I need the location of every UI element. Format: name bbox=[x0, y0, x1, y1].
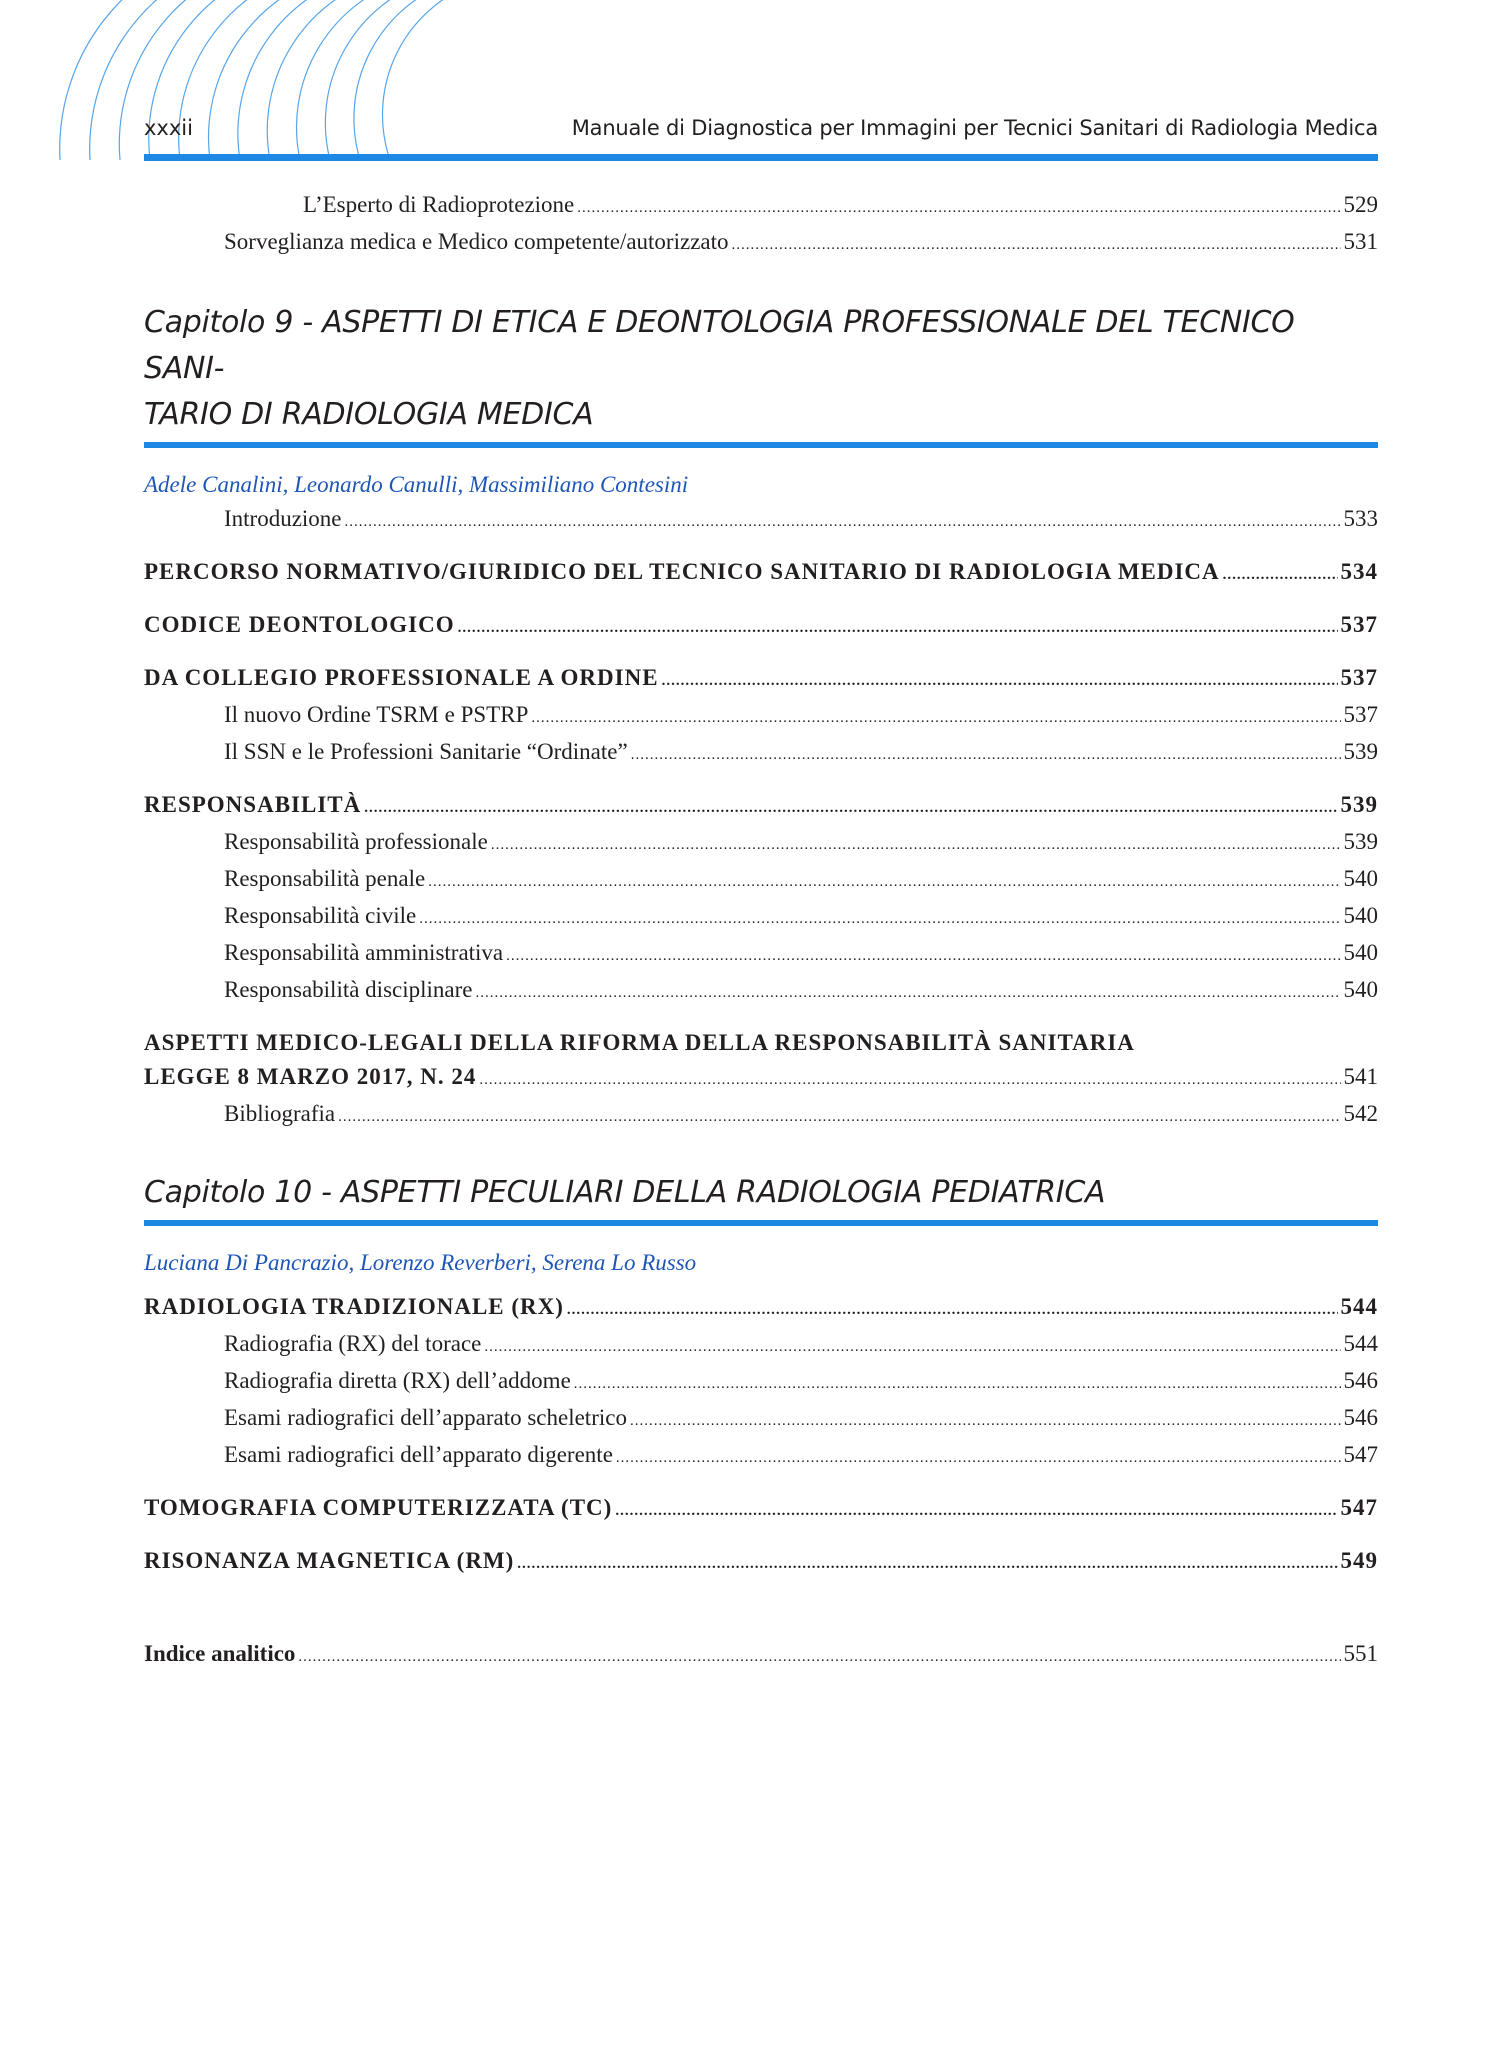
toc-section-codice[interactable] bbox=[144, 608, 1378, 645]
toc-entry[interactable] bbox=[144, 1327, 1378, 1364]
dot-leader bbox=[479, 1063, 1340, 1097]
toc-entry-label: Responsabilità penale bbox=[224, 866, 426, 891]
toc-entry-page: 540 bbox=[1343, 903, 1378, 928]
page-number: xxxii bbox=[144, 116, 193, 140]
toc-entry-page: 533 bbox=[1343, 506, 1378, 531]
toc-section-tc[interactable] bbox=[144, 1491, 1378, 1528]
toc-entry-label: Introduzione bbox=[224, 506, 342, 531]
running-header bbox=[144, 112, 1378, 152]
toc-entry-label: Esami radiografici dell’apparato digerente bbox=[224, 1442, 613, 1467]
dot-leader bbox=[577, 191, 1340, 225]
toc-entry[interactable] bbox=[144, 225, 1378, 262]
toc-entry-label: Sorveglianza medica e Medico competente/autorizzato bbox=[224, 229, 729, 254]
chapter-9-authors: Adele Canalini, Leonardo Canulli, Massimiliano Contesini bbox=[144, 472, 689, 497]
toc-entry-page: 539 bbox=[1343, 829, 1378, 854]
dot-leader bbox=[630, 1404, 1341, 1438]
toc-entry-label: PERCORSO NORMATIVO/GIURIDICO DEL TECNICO SANITARIO DI RADIOLOGIA MEDICA bbox=[144, 559, 1220, 584]
toc-entry-label: L’Esperto di Radioprotezione bbox=[303, 192, 575, 217]
toc-entry[interactable] bbox=[144, 1364, 1378, 1401]
dot-leader bbox=[458, 611, 1338, 645]
dot-leader bbox=[506, 939, 1340, 973]
toc-entry-label: Radiografia diretta (RX) dell’addome bbox=[224, 1368, 571, 1393]
toc-section-collegio[interactable] bbox=[144, 661, 1378, 698]
toc-entry[interactable] bbox=[144, 936, 1378, 973]
toc-entry-label: CODICE DEONTOLOGICO bbox=[144, 612, 455, 637]
toc-entry-page: 539 bbox=[1340, 792, 1378, 817]
toc-entry[interactable] bbox=[144, 735, 1378, 772]
header-rule bbox=[144, 154, 1378, 161]
toc-entry-page: 544 bbox=[1343, 1331, 1378, 1356]
toc-entry-label: RISONANZA MAGNETICA (RM) bbox=[144, 1548, 515, 1573]
toc-entry-label: RADIOLOGIA TRADIZIONALE (RX) bbox=[144, 1294, 564, 1319]
toc-entry[interactable] bbox=[144, 188, 1378, 225]
dot-leader bbox=[475, 976, 1340, 1010]
dot-leader bbox=[484, 1330, 1340, 1364]
toc-section-percorso[interactable] bbox=[144, 555, 1378, 592]
toc-entry-label: DA COLLEGIO PROFESSIONALE A ORDINE bbox=[144, 665, 659, 690]
toc-entry-page: 537 bbox=[1340, 665, 1378, 690]
toc-entry-page: 541 bbox=[1343, 1064, 1378, 1089]
chapter-9-title-line2: TARIO DI RADIOLOGIA MEDICA bbox=[144, 397, 594, 432]
toc-entry[interactable] bbox=[144, 899, 1378, 936]
toc-entry[interactable] bbox=[144, 862, 1378, 899]
toc-entry-page: 531 bbox=[1343, 229, 1378, 254]
dot-leader bbox=[732, 228, 1341, 262]
dot-leader bbox=[298, 1640, 1340, 1674]
toc-entry-page: 547 bbox=[1340, 1495, 1378, 1520]
toc-entry-page: 547 bbox=[1343, 1442, 1378, 1467]
dot-leader bbox=[567, 1293, 1338, 1327]
toc-entry-page: 544 bbox=[1340, 1294, 1378, 1319]
toc-entry-bibliografia[interactable] bbox=[144, 1097, 1378, 1134]
dot-leader bbox=[1223, 558, 1338, 592]
dot-leader bbox=[662, 664, 1338, 698]
dot-leader bbox=[491, 828, 1341, 862]
dot-leader bbox=[631, 738, 1341, 772]
chapter-9-title[interactable] bbox=[144, 300, 1378, 448]
toc-entry-label: Il nuovo Ordine TSRM e PSTRP bbox=[224, 702, 529, 727]
toc-entry-page: 551 bbox=[1343, 1641, 1378, 1666]
book-title: Manuale di Diagnostica per Immagini per Tecnici Sanitari di Radiologia Medica bbox=[571, 116, 1378, 140]
dot-leader bbox=[517, 1547, 1337, 1581]
toc-entry-label-line1: ASPETTI MEDICO-LEGALI DELLA RIFORMA DELLA RESPONSABILITÀ SANITARIA bbox=[144, 1030, 1135, 1055]
toc-entry-page: 546 bbox=[1343, 1405, 1378, 1430]
dot-leader bbox=[338, 1100, 1340, 1134]
toc-entry-page: 534 bbox=[1340, 559, 1378, 584]
chapter-10-authors: Luciana Di Pancrazio, Lorenzo Reverberi, Serena Lo Russo bbox=[144, 1250, 697, 1275]
toc-entry-label: RESPONSABILITÀ bbox=[144, 792, 362, 817]
chapter-9-title-line1: Capitolo 9 - ASPETTI DI ETICA E DEONTOLOGIA PROFESSIONALE DEL TECNICO SANI- bbox=[144, 305, 1295, 386]
toc-entry[interactable] bbox=[144, 698, 1378, 735]
toc-entry-page: 537 bbox=[1343, 702, 1378, 727]
dot-leader bbox=[345, 505, 1341, 539]
toc-section-rx[interactable] bbox=[144, 1290, 1378, 1327]
dot-leader bbox=[428, 865, 1340, 899]
toc-entry-label: LEGGE 8 MARZO 2017, N. 24 bbox=[144, 1064, 477, 1089]
toc-entry-label: Responsabilità professionale bbox=[224, 829, 488, 854]
toc-entry-label: Responsabilità disciplinare bbox=[224, 977, 473, 1002]
toc-entry-page: 546 bbox=[1343, 1368, 1378, 1393]
toc-entry[interactable] bbox=[144, 1438, 1378, 1475]
toc-entry-page: 540 bbox=[1343, 977, 1378, 1002]
toc-entry-page: 537 bbox=[1340, 612, 1378, 637]
toc-section-responsabilita[interactable] bbox=[144, 788, 1378, 825]
toc-entry-page: 540 bbox=[1343, 940, 1378, 965]
dot-leader bbox=[574, 1367, 1341, 1401]
toc-entry-page: 539 bbox=[1343, 739, 1378, 764]
toc-entry-label: TOMOGRAFIA COMPUTERIZZATA (TC) bbox=[144, 1495, 613, 1520]
dot-leader bbox=[364, 791, 1337, 825]
toc-entry[interactable] bbox=[144, 825, 1378, 862]
dot-leader bbox=[419, 902, 1340, 936]
toc-entry-indice-analitico[interactable] bbox=[144, 1637, 1378, 1674]
toc-entry-label: Responsabilità amministrativa bbox=[224, 940, 504, 965]
toc-entry-label: Indice analitico bbox=[144, 1641, 296, 1666]
toc-entry-introduzione[interactable] bbox=[144, 502, 1378, 539]
toc-entry-page: 540 bbox=[1343, 866, 1378, 891]
toc-content bbox=[144, 188, 1378, 1674]
toc-entry-label: Responsabilità civile bbox=[224, 903, 417, 928]
toc-entry-page: 529 bbox=[1343, 192, 1378, 217]
chapter-10-title[interactable] bbox=[144, 1170, 1378, 1226]
toc-entry-label: Bibliografia bbox=[224, 1101, 336, 1126]
toc-entry-page: 542 bbox=[1343, 1101, 1378, 1126]
toc-entry[interactable] bbox=[144, 973, 1378, 1010]
dot-leader bbox=[615, 1494, 1337, 1528]
toc-section-aspetti[interactable] bbox=[144, 1026, 1378, 1097]
toc-entry-label: Il SSN e le Professioni Sanitarie “Ordinate” bbox=[224, 739, 628, 764]
toc-entry-label: Radiografia (RX) del torace bbox=[224, 1331, 482, 1356]
toc-section-rm[interactable] bbox=[144, 1544, 1378, 1581]
dot-leader bbox=[531, 701, 1340, 735]
chapter-10-title-line1: Capitolo 10 - ASPETTI PECULIARI DELLA RADIOLOGIA PEDIATRICA bbox=[144, 1175, 1106, 1210]
toc-entry[interactable] bbox=[144, 1401, 1378, 1438]
toc-entry-page: 549 bbox=[1340, 1548, 1378, 1573]
dot-leader bbox=[616, 1441, 1341, 1475]
toc-entry-label: Esami radiografici dell’apparato scheletrico bbox=[224, 1405, 627, 1430]
